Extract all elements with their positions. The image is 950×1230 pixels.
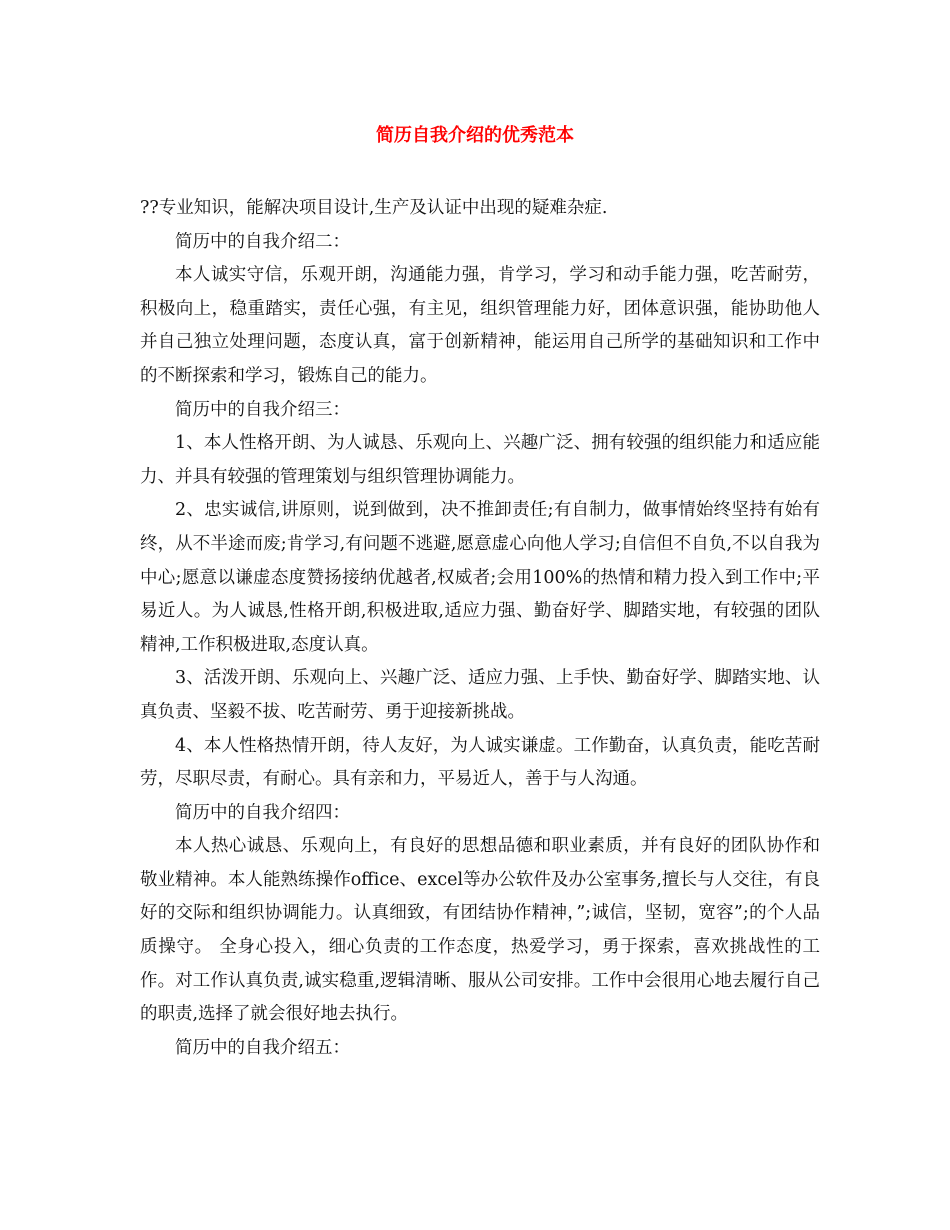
section-heading-3: 简历中的自我介绍三： bbox=[175, 399, 350, 420]
paragraph-4: 1、本人性格开朗、为人诚恳、乐观向上、兴趣广泛、拥有较强的组织能力和适应能力、并具有较强的管理策划与组织管理协调能力。 bbox=[140, 433, 820, 487]
paragraph-6: 3、活泼开朗、乐观向上、兴趣广泛、适应力强、上手快、勤奋好学、脚踏实地、认真负责、坚毅不拔、吃苦耐劳、勇于迎接新挑战。 bbox=[140, 668, 820, 722]
section-heading-4: 简历中的自我介绍四： bbox=[175, 802, 350, 823]
document-body bbox=[140, 192, 820, 1065]
paragraph-2: 本人诚实守信，乐观开朗，沟通能力强，肯学习，学习和动手能力强，吃苦耐劳，积极向上，稳重踏实，责任心强，有主见，组织管理能力好，团体意识强，能协助他人并自己独立处理问题，态度认真，富于创新精神，能运用自己所学的基础知识和工作中的不断探索和学习，锻炼自己的能力。 bbox=[140, 265, 820, 386]
section-heading-5: 简历中的自我介绍五： bbox=[175, 1037, 350, 1058]
paragraph-5: 2、忠实诚信,讲原则，说到做到，决不推卸责任;有自制力，做事情始终坚持有始有终，从不半途而废;肯学习,有问题不逃避,愿意虚心向他人学习;自信但不自负,不以自我为中心;愿意以谦虚态度赞扬接纳优越者,权威者;会用100%的热情和精力投入到工作中;平易近人。为人诚恳,性格开朗,积极进取,适应力强、勤奋好学、脚踏实地，有较强的团队精神,工作积极进取,态度认真。 bbox=[140, 500, 820, 655]
document-title: 简历自我介绍的优秀范本 bbox=[376, 125, 574, 146]
section-heading-2: 简历中的自我介绍二： bbox=[175, 231, 350, 252]
paragraph-9: 本人热心诚恳、乐观向上，有良好的思想品德和职业素质，并有良好的团队协作和敬业精神。本人能熟练操作office、excel等办公软件及办公室事务,擅长与人交往，有良好的交际和组织协调能力。认真细致，有团结协作精神，”;诚信，坚韧，宽容”;的个人品质操守。 全身心投入，细心负责的工作态度，热爱学习，勇于探索，喜欢挑战性的工作。对工作认真负责,诚实稳重,逻辑清晰、服从公司安排。工作中会很用心地去履行自己的职责,选择了就会很好地去执行。 bbox=[140, 836, 820, 1025]
paragraph-7: 4、本人性格热情开朗，待人友好，为人诚实谦虚。工作勤奋，认真负责，能吃苦耐劳，尽职尽责，有耐心。具有亲和力，平易近人，善于与人沟通。 bbox=[140, 735, 820, 790]
paragraph-0: ??专业知识，能解决项目设计,生产及认证中出现的疑难杂症. bbox=[140, 198, 608, 218]
